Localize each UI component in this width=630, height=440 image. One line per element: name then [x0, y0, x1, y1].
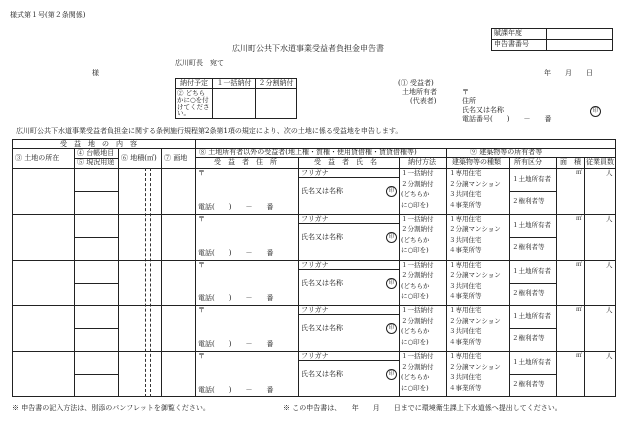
row-postal: 〒 — [198, 352, 205, 361]
col-current-use: ⑤ 現況用途 — [77, 158, 115, 166]
row-name: 氏名又は名称 — [301, 187, 343, 195]
row-sqm: ㎡ — [576, 260, 583, 268]
row-owner1[interactable]: １土地所有者 — [512, 175, 551, 183]
sama-label: 様 — [92, 69, 99, 77]
row-pay2[interactable]: ２分割納付 — [401, 225, 434, 234]
row-people: 人 — [606, 352, 613, 361]
seal-icon: 印 — [590, 106, 601, 117]
col-building-type: 建築物等の種類 — [452, 158, 501, 166]
row-owner2[interactable]: ２権利者等 — [512, 334, 545, 343]
group-building-heading: ⑨ 建築物等の所有者等 — [470, 148, 543, 156]
row-postal: 〒 — [198, 306, 205, 315]
row-owner1[interactable]: １土地所有者 — [512, 266, 551, 275]
row-b4[interactable]: ４事業所等 — [449, 246, 482, 255]
row-name: 氏名又は名称 — [301, 324, 343, 333]
row-b3[interactable]: ３共同住宅 — [449, 281, 482, 290]
seal-icon: 印 — [386, 323, 397, 334]
row-phone[interactable]: 電話( ) － 番 — [198, 386, 274, 394]
row-phone[interactable]: 電話( ) － 番 — [198, 202, 274, 211]
postal-mark: 〒 — [462, 88, 469, 96]
row-b4[interactable]: ４事業所等 — [449, 337, 482, 346]
row-pay4: に○印を) — [401, 383, 429, 392]
row-pay4: に○印を) — [401, 292, 429, 301]
row-postal: 〒 — [198, 169, 205, 177]
row-b1[interactable]: １専用住宅 — [449, 352, 482, 361]
row-owner1[interactable]: １土地所有者 — [512, 358, 551, 367]
intro-text: 広川町公共下水道事業受益者負担金に関する条例施行規程第2条第1項の規定により、次の土地に係る受益地を申告します。 — [16, 127, 403, 135]
col-holder-name: 受 益 者 氏 名 — [314, 158, 377, 166]
row-b2[interactable]: ２分譲マンション — [449, 179, 501, 188]
row-b3[interactable]: ３共同住宅 — [449, 235, 482, 244]
col-area: ⑥ 地積(㎡) — [121, 154, 157, 162]
row-name: 氏名又は名称 — [301, 278, 343, 287]
row-sqm: ㎡ — [576, 214, 583, 222]
seal-icon: 印 — [386, 278, 397, 289]
row-pay3: (どちらか — [401, 373, 430, 382]
col-floor-area: 面 積 — [560, 158, 581, 166]
seal-icon: 印 — [386, 369, 397, 380]
row-owner2[interactable]: ２権利者等 — [512, 380, 545, 389]
row-pay2[interactable]: ２分割納付 — [401, 271, 434, 280]
group-land-heading: 受 益 地 の 内 容 — [60, 140, 137, 148]
footer-note-right: ※ この申告書は、 年 月 日までに環境衛生課上下水道係へ提出してください。 — [283, 404, 562, 412]
row-b1[interactable]: １専用住宅 — [449, 260, 482, 269]
row-pay4: に○印を) — [401, 337, 429, 346]
row-furigana: フリガナ — [301, 169, 329, 177]
address-to: 広川町長 宛て — [175, 59, 224, 67]
row-b1[interactable]: １専用住宅 — [449, 169, 482, 177]
row-sqm: ㎡ — [576, 352, 583, 360]
col-holder-address: 受 益 者 住 所 — [214, 158, 277, 166]
land-owner-label: 土地所有者 — [402, 88, 437, 96]
row-b4[interactable]: ４事業所等 — [449, 292, 482, 301]
row-b3[interactable]: ３共同住宅 — [449, 190, 482, 198]
row-pay2[interactable]: ２分割納付 — [401, 362, 434, 371]
row-furigana: フリガナ — [301, 214, 329, 223]
row-furigana: フリガナ — [301, 306, 329, 315]
row-pay2[interactable]: ２分割納付 — [401, 316, 434, 325]
row-furigana: フリガナ — [301, 352, 329, 361]
row-pay3: (どちらか — [401, 281, 430, 290]
row-b2[interactable]: ２分譲マンション — [449, 316, 501, 325]
report-number-label: 申告書番号 — [492, 40, 547, 51]
address-label: 住所 — [462, 97, 476, 105]
form-number: 様式第１号(第２条関係) — [10, 11, 86, 19]
report-number-field[interactable] — [547, 40, 613, 51]
col-ledger: ④ 台帳地目 — [77, 149, 115, 157]
fiscal-box — [491, 28, 613, 51]
payment-plan-box — [175, 78, 297, 119]
col-parcel: ⑦ 画地 — [164, 154, 188, 162]
fiscal-year-label: 賦課年度 — [492, 29, 547, 40]
col-workers: 従業員数 — [586, 158, 614, 166]
group-holder-heading: ⑧ 土地所有者以外の受益者(地上権・質権・使用貸借権・賃貸借権等) — [199, 148, 417, 156]
col-payment-method: 納付方法 — [408, 158, 436, 166]
row-owner2[interactable]: ２権利者等 — [512, 288, 545, 297]
row-owner1[interactable]: １土地所有者 — [512, 312, 551, 321]
row-phone[interactable]: 電話( ) － 番 — [198, 340, 274, 349]
row-b2[interactable]: ２分譲マンション — [449, 271, 501, 280]
name-label: 氏名又は名称 — [462, 106, 504, 114]
pay-installment[interactable]: ２分割納付 — [256, 79, 297, 89]
payment-note: ② どちらかに○を付けてください。 — [176, 89, 213, 119]
row-phone[interactable]: 電話( ) － 番 — [198, 294, 274, 303]
phone-label: 電話番号( ) － 番 — [462, 115, 552, 123]
seal-icon: 印 — [386, 186, 397, 197]
row-people: 人 — [606, 260, 613, 269]
row-postal: 〒 — [198, 260, 205, 269]
row-pay2[interactable]: ２分割納付 — [401, 179, 434, 188]
row-pay4: に○印を) — [401, 246, 429, 255]
page-title: 広川町公共下水道事業受益者負担金申告書 — [232, 44, 384, 53]
row-owner1[interactable]: １土地所有者 — [512, 220, 551, 229]
row-sqm: ㎡ — [576, 306, 583, 314]
row-phone[interactable]: 電話( ) － 番 — [198, 248, 274, 257]
applicant-heading: (① 受益者) — [398, 79, 434, 87]
row-pay3: (どちらか — [401, 235, 430, 244]
row-b4[interactable]: ４事業所等 — [449, 200, 482, 209]
representative-label: (代表者) — [410, 97, 437, 105]
row-furigana: フリガナ — [301, 260, 329, 269]
row-pay4: に○印を) — [401, 200, 429, 209]
row-sqm: ㎡ — [576, 169, 583, 176]
row-b1[interactable]: １専用住宅 — [449, 306, 482, 315]
row-pay1[interactable]: １一括納付 — [401, 352, 434, 361]
row-people: 人 — [606, 169, 613, 177]
row-postal: 〒 — [198, 214, 205, 223]
row-b2[interactable]: ２分譲マンション — [449, 225, 501, 234]
row-owner2[interactable]: ２権利者等 — [512, 242, 545, 251]
col-owner-class: 所有区分 — [514, 158, 542, 166]
row-owner2[interactable]: ２権利者等 — [512, 197, 545, 205]
col-location: ③ 土地の所在 — [15, 154, 60, 162]
row-people: 人 — [606, 306, 613, 315]
row-pay1[interactable]: １一括納付 — [401, 214, 434, 223]
date-field[interactable]: 年 月 日 — [544, 69, 593, 77]
pay-lump-sum[interactable]: １一括納付 — [213, 79, 256, 89]
row-pay1[interactable]: １一括納付 — [401, 260, 434, 269]
seal-icon: 印 — [386, 232, 397, 243]
row-b3[interactable]: ３共同住宅 — [449, 327, 482, 336]
row-pay1[interactable]: １一括納付 — [401, 169, 434, 177]
row-b1[interactable]: １専用住宅 — [449, 214, 482, 223]
row-name: 氏名又は名称 — [301, 232, 343, 241]
row-b2[interactable]: ２分譲マンション — [449, 362, 501, 371]
footer-note-left: ※ 申告書の記入方法は、別添のパンフレットを御覧ください。 — [12, 404, 210, 412]
row-b4[interactable]: ４事業所等 — [449, 383, 482, 392]
row-name: 氏名又は名称 — [301, 370, 343, 379]
row-pay1[interactable]: １一括納付 — [401, 306, 434, 315]
row-pay3: (どちらか — [401, 190, 430, 198]
fiscal-year-field[interactable] — [547, 29, 613, 40]
row-people: 人 — [606, 214, 613, 223]
row-pay3: (どちらか — [401, 327, 430, 336]
payment-plan-label: 納付予定 — [176, 79, 213, 89]
row-b3[interactable]: ３共同住宅 — [449, 373, 482, 382]
